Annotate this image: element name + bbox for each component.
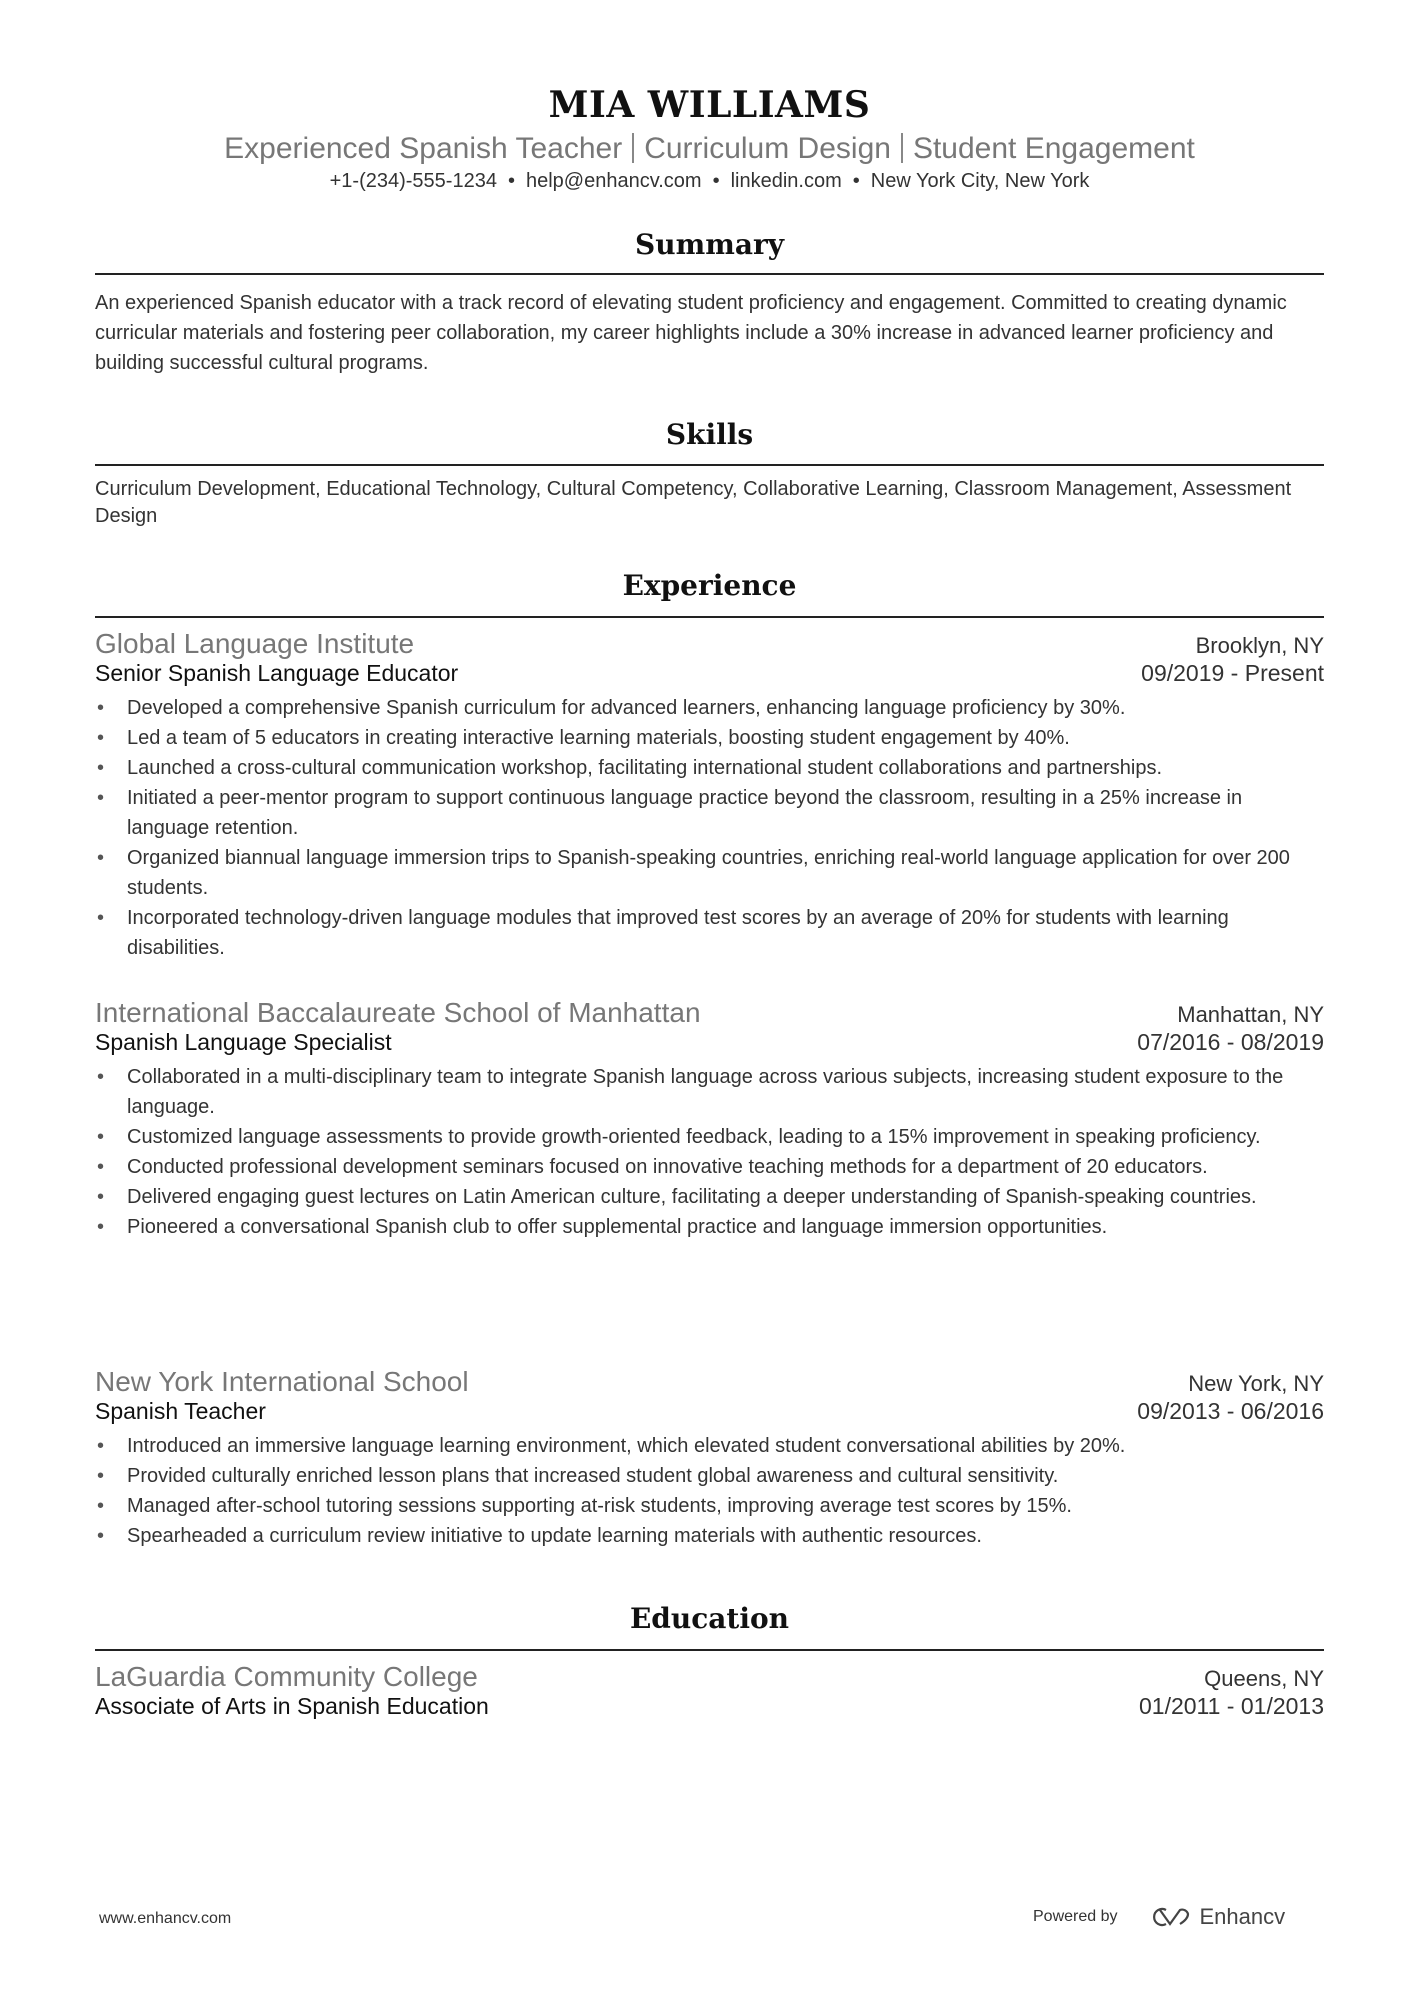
candidate-name: MIA WILLIAMS: [548, 84, 871, 126]
divider: [95, 1649, 1324, 1651]
bullet-list: [95, 693, 1324, 963]
job-entry: [95, 628, 1324, 963]
skills-heading: Skills: [665, 418, 754, 451]
contact-info: [95, 170, 1324, 193]
bullet: • Conducted professional development seminars focused on innovative teaching methods for a department of 20 educators.: [127, 1152, 1324, 1182]
divider: [95, 464, 1324, 466]
headline-part: Experienced Spanish Teacher: [224, 132, 623, 165]
job-location: New York, NY: [1188, 1371, 1324, 1396]
bullet-separator: •: [852, 170, 860, 192]
school-location: Queens, NY: [1204, 1666, 1324, 1691]
summary-text: An experienced Spanish educator with a track record of elevating student proficiency and engagement. Committed to creating dynamic curricular materials and fostering peer collaboration, my career highlights include a 30% increase in advanced learner proficiency and building successful cultural programs.: [95, 292, 1287, 374]
email[interactable]: help@enhancv.com: [525, 170, 702, 192]
bullet: • Organized biannual language immersion trips to Spanish-speaking countries, enriching real-world language application for over 200 students.: [127, 843, 1324, 903]
phone: +1-(234)-555-1234: [329, 170, 497, 192]
company: Global Language Institute: [95, 628, 415, 659]
linkedin[interactable]: linkedin.com: [730, 170, 842, 192]
location: New York City, New York: [870, 170, 1090, 192]
company: New York International School: [95, 1366, 469, 1397]
education-dates: 01/2011 - 01/2013: [1138, 1693, 1324, 1719]
bullet: • Introduced an immersive language learning environment, which elevated student conversational abilities by 20%.: [127, 1431, 1324, 1461]
bullet-separator: •: [712, 170, 720, 192]
divider: [901, 133, 903, 163]
job-dates: 07/2016 - 08/2019: [1137, 1029, 1324, 1055]
divider: [95, 273, 1324, 275]
headline-part: Curriculum Design: [644, 132, 891, 165]
divider: [95, 616, 1324, 618]
footer-website[interactable]: www.enhancv.com: [99, 1910, 232, 1927]
bullet: • Delivered engaging guest lectures on Latin American culture, facilitating a deeper understanding of Spanish-speaking countries.: [127, 1182, 1324, 1212]
job-entry: [95, 1366, 1324, 1551]
bullet: • Provided culturally enriched lesson plans that increased student global awareness and cultural sensitivity.: [127, 1461, 1324, 1491]
enhancv-logo-icon: [1146, 1905, 1192, 1929]
brand-name: Enhancv: [1199, 1904, 1286, 1929]
bullet: • Pioneered a conversational Spanish club to offer supplemental practice and language immersion opportunities.: [127, 1212, 1324, 1242]
skills-text: Curriculum Development, Educational Technology, Cultural Competency, Collaborative Learning, Classroom Management, Assessment Design: [95, 478, 1292, 527]
job-location: Brooklyn, NY: [1195, 633, 1324, 658]
summary-heading: Summary: [635, 228, 784, 261]
job-location: Manhattan, NY: [1177, 1002, 1324, 1027]
bullet: • Developed a comprehensive Spanish curriculum for advanced learners, enhancing language proficiency by 30%.: [127, 693, 1324, 723]
company: International Baccalaureate School of Manhattan: [95, 997, 701, 1028]
education-entry: [95, 1661, 1324, 1720]
bullet: • Spearheaded a curriculum review initiative to update learning materials with authentic resources.: [127, 1521, 1324, 1551]
experience-heading: Experience: [622, 569, 797, 602]
job-role: Spanish Language Specialist: [95, 1029, 392, 1055]
bullet: • Collaborated in a multi-disciplinary team to integrate Spanish language across various subjects, increasing student exposure to the language.: [127, 1062, 1324, 1122]
bullet: • Initiated a peer-mentor program to support continuous language practice beyond the classroom, resulting in a 25% increase in language retention.: [127, 783, 1324, 843]
bullet-list: [95, 1062, 1324, 1242]
bullet-list: [95, 1431, 1324, 1551]
powered-by-label: Powered by: [1033, 1908, 1118, 1925]
bullet: • Incorporated technology-driven language modules that improved test scores by an average of 20% for students with learning disabilities.: [127, 903, 1324, 963]
bullet: • Led a team of 5 educators in creating interactive learning materials, boosting student engagement by 40%.: [127, 723, 1324, 753]
job-role: Spanish Teacher: [95, 1398, 266, 1424]
headline: [95, 132, 1324, 166]
job-role: Senior Spanish Language Educator: [95, 660, 459, 686]
job-dates: 09/2013 - 06/2016: [1137, 1398, 1324, 1424]
job-dates: 09/2019 - Present: [1141, 660, 1324, 686]
degree: Associate of Arts in Spanish Education: [95, 1693, 489, 1719]
bullet: • Managed after-school tutoring sessions supporting at-risk students, improving average test scores by 15%.: [127, 1491, 1324, 1521]
headline-part: Student Engagement: [912, 132, 1195, 165]
school: LaGuardia Community College: [95, 1661, 478, 1692]
divider: [632, 133, 634, 163]
bullet: • Customized language assessments to provide growth-oriented feedback, leading to a 15% improvement in speaking proficiency.: [127, 1122, 1324, 1152]
job-entry: [95, 997, 1324, 1242]
bullet-separator: •: [507, 170, 515, 192]
education-heading: Education: [629, 1602, 790, 1635]
bullet: • Launched a cross-cultural communication workshop, facilitating international student collaborations and partnerships.: [127, 753, 1324, 783]
powered-by: [1033, 1904, 1285, 1930]
